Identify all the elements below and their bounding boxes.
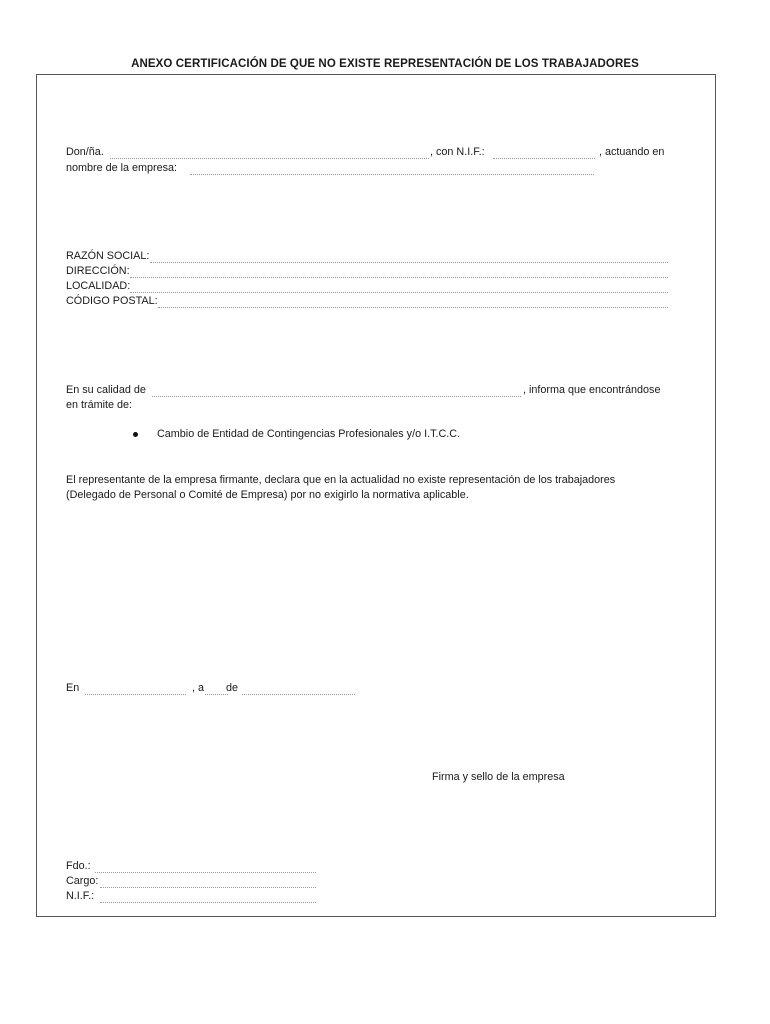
nif-field[interactable]	[493, 158, 595, 159]
day-field[interactable]	[205, 694, 228, 695]
localidad-field[interactable]	[130, 292, 668, 293]
direccion-field[interactable]	[130, 277, 668, 278]
codigo-postal-field[interactable]	[158, 307, 668, 308]
footer-nif-label: N.I.F.:	[66, 890, 95, 902]
place-field[interactable]	[85, 694, 186, 695]
direccion-label: DIRECCIÓN:	[66, 265, 130, 277]
bullet-icon	[133, 432, 138, 437]
signature-label: Firma y sello de la empresa	[432, 771, 565, 783]
tramite-label: en trámite de:	[66, 399, 133, 411]
cargo-label: Cargo:	[66, 875, 99, 887]
razon-social-label: RAZÓN SOCIAL:	[66, 250, 150, 262]
razon-social-field[interactable]	[150, 262, 668, 263]
month-field[interactable]	[242, 694, 355, 695]
de-label: de	[226, 682, 239, 694]
footer-nif-field[interactable]	[100, 902, 316, 903]
a-label: , a	[192, 682, 205, 694]
fdo-field[interactable]	[95, 872, 316, 873]
bullet-item: Cambio de Entidad de Contingencias Profesionales y/o I.T.C.C.	[157, 428, 461, 440]
fdo-label: Fdo.:	[66, 860, 91, 872]
empresa-field[interactable]	[190, 174, 594, 175]
calidad-field[interactable]	[152, 396, 521, 397]
cargo-field[interactable]	[100, 887, 316, 888]
nif-label: , con N.I.F.:	[430, 146, 485, 158]
declaration-line-1: El representante de la empresa firmante, declara que en la actualidad no existe representación de los trabajadores	[66, 474, 616, 486]
localidad-label: LOCALIDAD:	[66, 280, 131, 292]
declaration-line-2: (Delegado de Personal o Comité de Empresa) por no exigirlo la normativa aplicable.	[66, 489, 469, 501]
informa-label: , informa que encontrándose	[523, 384, 661, 396]
codigo-postal-label: CÓDIGO POSTAL:	[66, 295, 158, 307]
don-name-field[interactable]	[110, 158, 429, 159]
don-label: Don/ña.	[66, 146, 104, 158]
calidad-label: En su calidad de	[66, 384, 146, 396]
actuando-label: , actuando en	[599, 146, 665, 158]
document-title: ANEXO CERTIFICACIÓN DE QUE NO EXISTE REPRESENTACIÓN DE LOS TRABAJADORES	[131, 58, 639, 70]
empresa-label: nombre de la empresa:	[66, 162, 178, 174]
en-label: En	[66, 682, 80, 694]
